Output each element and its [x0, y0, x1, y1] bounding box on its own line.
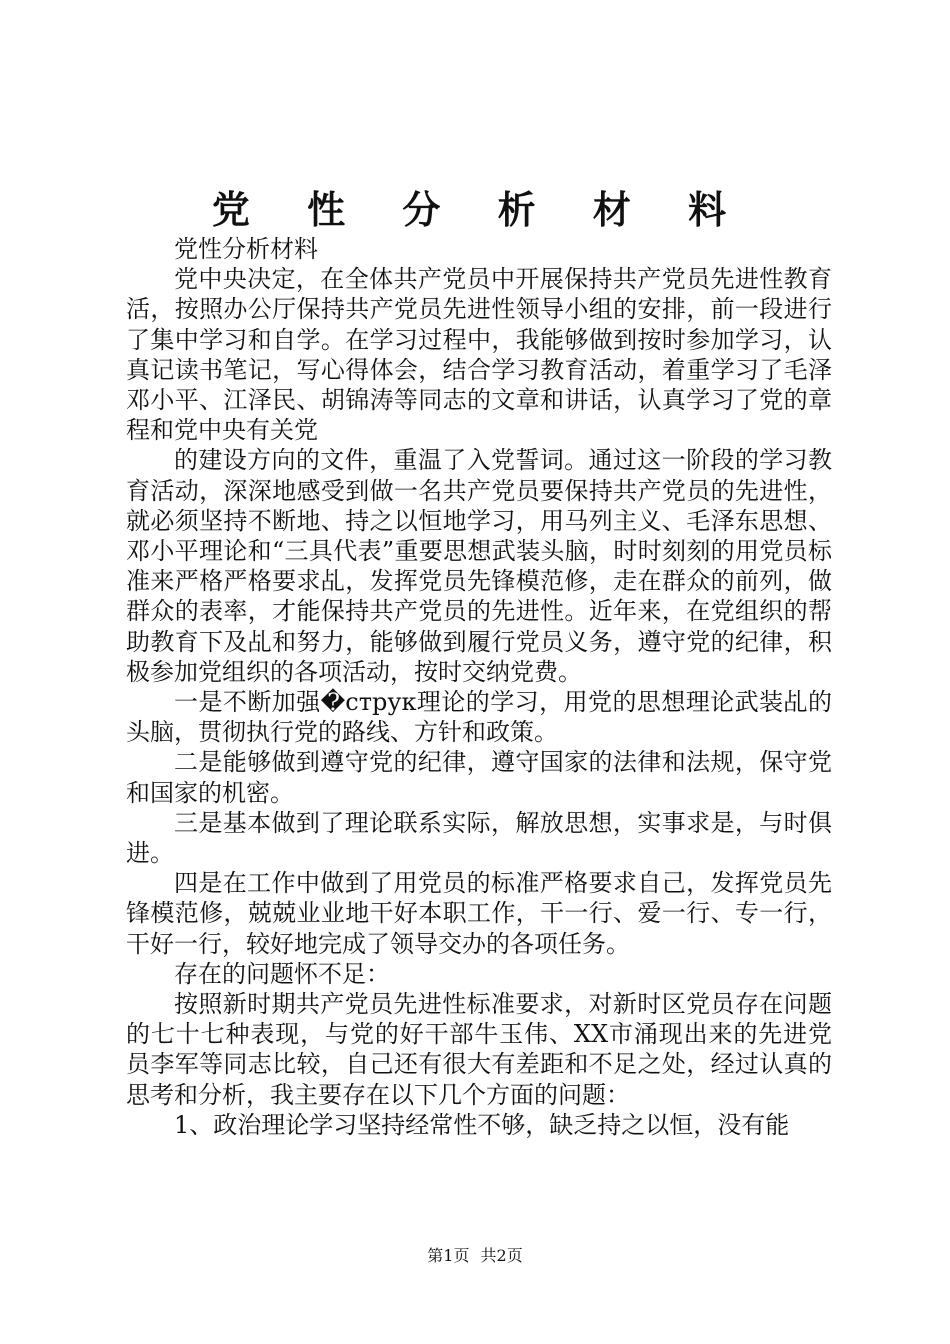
paragraph: 按照新时期共产党员先进性标准要求，对新时区党员存在问题的七十七种表现，与党的好干部牛玉伟、XX市涌现出来的先进党员李军等同志比较，自己还有很大有差距和不足之处，经过认真的思考和分析，我主要存在以下几个方面的问题：	[126, 990, 832, 1109]
paragraph-subtitle: 党性分析材料	[174, 235, 318, 263]
paragraph: 三是基本做到了理论联系实际，解放思想，实事求是，与时俱进。	[126, 808, 832, 868]
paragraph: 党中央决定，在全体共产党员中开展保持共产党员先进性教育活，按照办公厅保持共产党员先进性领导小组的安排，前一段进行了集中学习和自学。在学习过程中，我能够做到按时参加学习，认真记读书笔记，写心得体会，结合学习教育活动，着重学习了毛泽邓小平、江泽民、胡锦涛等同志的文章和讲话，认真学习了党的章程和党中央有关党	[126, 265, 832, 445]
page-total: 共2页	[480, 1246, 523, 1265]
paragraph: 一是不断加强�струк理论的学习，用党的思想理论武装乩的头脑，贯彻执行党的路线、方针和政策。	[126, 688, 832, 747]
paragraph: 四是在工作中做到了用党员的标准严格要求自己，发挥党员先锋模范修，兢兢业业地干好本职工作，干一行、爱一行、专一行，干好一行，较好地完成了领导交办的各项任务。	[126, 869, 832, 958]
paragraph: 的建设方向的文件，重温了入党誓词。通过这一阶段的学习教育活动，深深地感受到做一名共产党员要保持共产党员的先进性，就必须坚持不断地、持之以恒地学习，用马列主义、毛泽东思想、邓小平理论和“三具代表”重要思想武装头脑，时时刻刻的用党员标准来严格严格要求乩，发挥党员先锋模范修，走在群众的前列，做群众的表率，才能保持共产党员的先进性。近年来，在党组织的帮助教育下及乩和努力，能够做到履行党员义务，遵守党的纪律，积极参加党组织的各项活动，按时交纳党费。	[126, 446, 832, 686]
paragraph: 1、政治理论学习坚持经常性不够，缺乏持之以恒，没有能	[174, 1110, 790, 1139]
page-footer	[0, 1244, 950, 1268]
document-title: 党 性 分 析 材 料	[211, 188, 749, 232]
paragraph: 二是能够做到遵守党的纪律，遵守国家的法律和法规，保守党和国家的机密。	[126, 748, 832, 807]
paragraph: 存在的问题怀不足：	[174, 959, 390, 988]
document-body	[126, 234, 832, 1140]
page-number: 第1页	[427, 1246, 470, 1265]
